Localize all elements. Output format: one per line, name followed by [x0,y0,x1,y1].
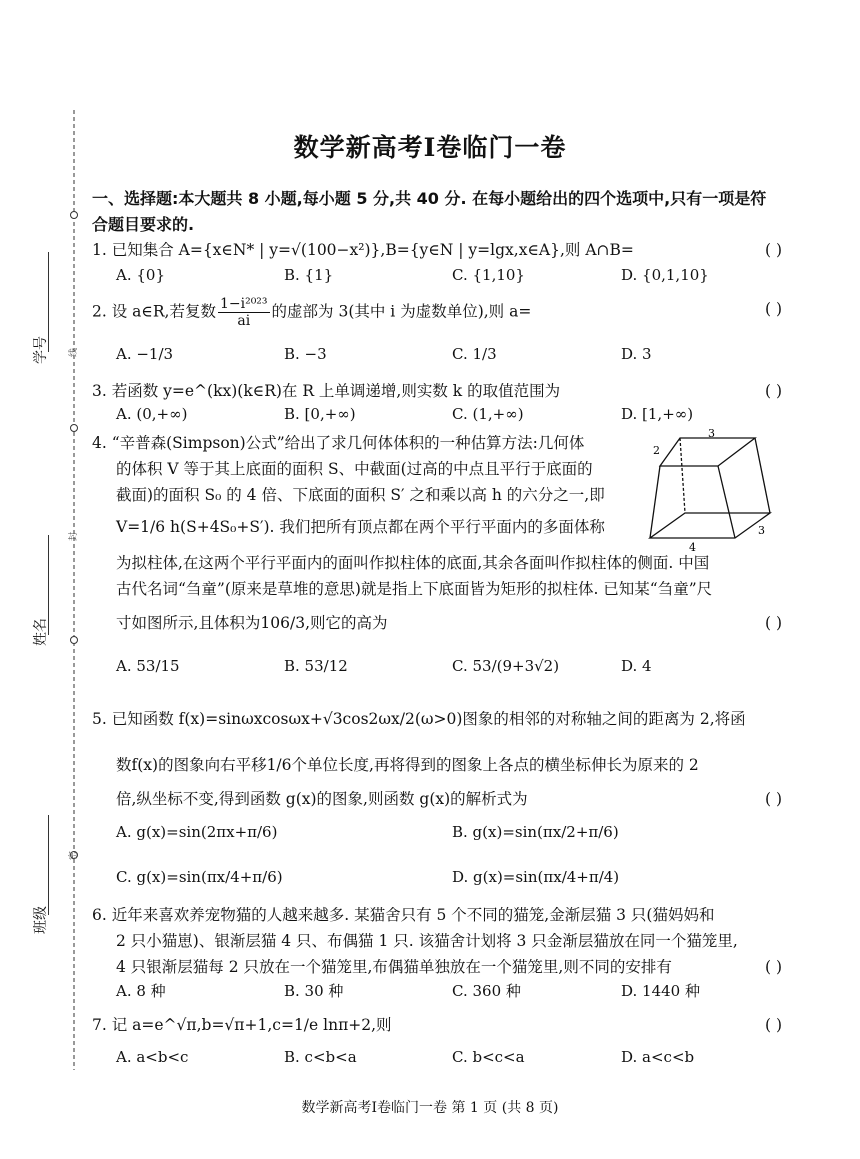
q5-line-1: 5. 已知函数 f(x)=sinωxcosωx+√3cos2ωx/2(ω>0)图象的相邻的对称轴之间的距离为 2,将函 [92,710,746,728]
page-footer: 数学新高考Ⅰ卷临门一卷 第 1 页 (共 8 页) [301,1100,559,1116]
q1-options: A. {0} B. {1} C. {1,10} D. {0,1,10} [116,266,709,284]
q5-line-2: 数f(x)的图象向右平移1/6个单位长度,再将得到的图象上各点的横坐标伸长为原来的 2 [116,756,699,774]
q5-options-ab: A. g(x)=sin(2πx+π/6) B. g(x)=sin(πx/2+π/6) [116,823,619,841]
q7-options: A. a<b<c B. c<b<a C. b<c<a D. a<c<b [116,1048,695,1066]
question-1: 1. 已知集合 A={x∈N* | y=√(100−x²)},B={y∈N | y=lgx,x∈A},则 A∩B= ( ) [92,241,782,259]
frustum-figure [640,428,780,553]
banji-line [48,815,50,915]
q2-options: A. −1/3 B. −3 C. 1/3 D. 3 [116,345,652,363]
cut-mark-mi: 密 [69,850,80,861]
banji-label: 班级 [33,906,49,934]
xuehao-label: 学号 [33,336,49,364]
q4-line-5: 为拟柱体,在这两个平行平面内的面叫作拟柱体的底面,其余各面叫作拟柱体的侧面. 中国 [116,554,710,572]
page-title: 数学新高考Ⅰ卷临门一卷 [293,133,567,162]
cut-mark-feng: 封 [69,531,80,542]
question-7: 7. 记 a=e^√π,b=√π+1,c=1/e lnπ+2,则 ( ) [92,1016,782,1034]
dim-bottom-length: 4 [689,541,696,553]
q4-line-1: 4. “辛普森(Simpson)公式”给出了求几何体体积的一种估算方法:几何体 [92,434,585,452]
q4-line-6: 古代名词“刍童”(原来是草堆的意思)就是指上下底面皆为矩形的拟柱体. 已知某“刍童”尺 [116,580,713,598]
q6-line-2: 2 只小猫崽)、银渐层猫 4 只、布偶猫 1 只. 该猫舍计划将 3 只金渐层猫放在同一个猫笼里, [116,932,738,950]
q4-options: A. 53/15 B. 53/12 C. 53/(9+3√2) D. 4 [116,657,652,675]
question-3: 3. 若函数 y=e^(kx)(k∈R)在 R 上单调递增,则实数 k 的取值范围为 ( ) [92,382,782,400]
q4-line-2: 的体积 V 等于其上底面的面积 S、中截面(过高的中点且平行于底面的 [116,460,593,478]
section-heading: 一、选择题:本大题共 8 小题,每小题 5 分,共 40 分. 在每小题给出的四个选项中,只有一项是符合题目要求的. [92,189,767,234]
q5-options-cd: C. g(x)=sin(πx/4+π/6) D. g(x)=sin(πx/4+π/4) [116,868,620,886]
q5-line-3: 倍,纵坐标不变,得到函数 g(x)的图象,则函数 g(x)的解析式为 ( ) [116,790,782,808]
q4-line-7: 寸如图所示,且体积为106/3,则它的高为 ( ) [116,614,782,632]
q4-line-3: 截面)的面积 S₀ 的 4 倍、下底面的面积 S′ 之和乘以高 h 的六分之一,即 [116,486,605,504]
question-2: 2. 设 a∈R,若复数 $\frac{\text{1−i²⁰²³}}{ai}$ 的虚部为 3(其中 i 为虚数单位),则 a= ( ) [92,296,782,329]
q6-line-1: 6. 近年来喜欢养宠物猫的人越来越多. 某猫舍只有 5 个不同的猫笼,金渐层猫 3 只(猫妈妈和 [92,906,715,924]
xingming-label: 姓名 [33,618,49,646]
q6-options: A. 8 种 B. 30 种 C. 360 种 D. 1440 种 [116,982,700,1000]
cut-mark-xian: 线 [69,347,80,358]
dim-bottom-width: 3 [758,524,765,537]
dim-top-length: 3 [708,428,715,440]
q4-line-4: V=1/6 h(S+4S₀+S′). 我们把所有顶点都在两个平行平面内的多面体称 [116,518,605,536]
binding-line [60,110,90,1070]
q6-line-3: 4 只银渐层猫每 2 只放在一个猫笼里,布偶猫单独放在一个猫笼里,则不同的安排有 ( ) [116,958,782,976]
dim-top-width: 2 [653,444,660,457]
q3-options: A. (0,+∞) B. [0,+∞) C. (1,+∞) D. [1,+∞) [116,405,694,423]
